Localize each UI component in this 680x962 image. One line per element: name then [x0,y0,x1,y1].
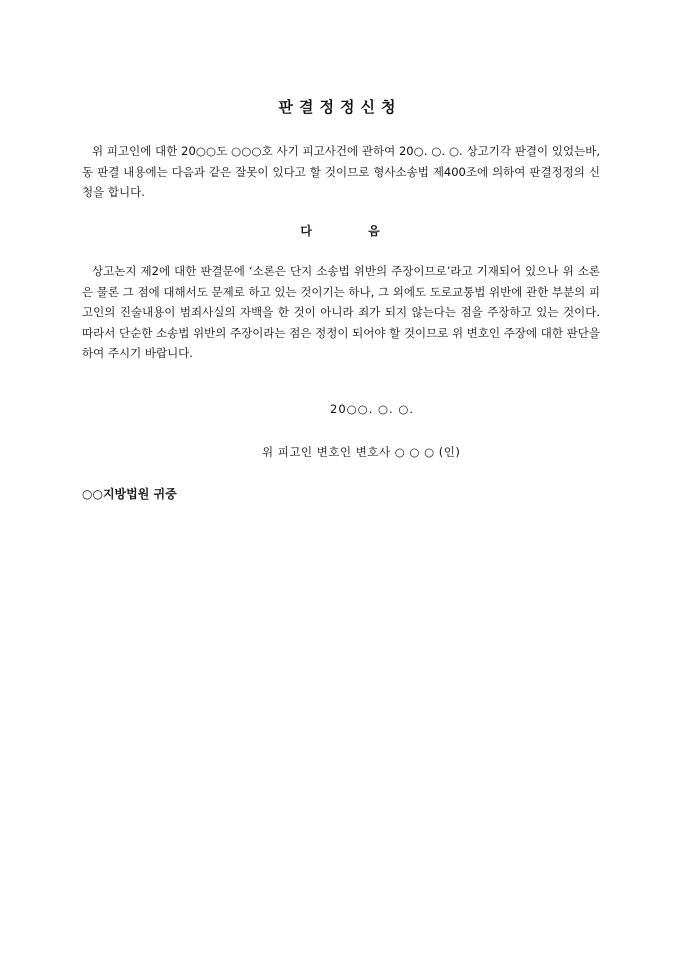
section-heading-right: 음 [368,224,380,238]
signer-line: 위 피고인 변호인 변호사 ○ ○ ○ (인) [262,445,461,459]
section-heading-left: 다 [300,224,312,238]
request-paragraph: 위 피고인에 대한 20○○도 ○○○호 사기 피고사건에 관하여 20○. ○. ○. 상고기각 판결이 있었는바, 동 판결 내용에는 다음과 같은 잘못이 있다고 할 것이므로 형사소송법 제400조에 의하여 판결정정의 신청을 합니다. [82,144,600,199]
filing-date: 20○○. ○. ○. [330,402,415,416]
reason-paragraph: 상고논지 제2에 대한 판결문에 ‘소론은 단지 소송법 위반의 주장이므로’라고 기재되어 있으나 위 소론은 물론 그 점에 대해서도 문제로 하고 있는 것이기는 하나, 그 외에도 도로교통법 위반에 관한 부분의 피고인의 진술내용이 범죄사실의 자백을 한 것이 아니라 죄가 되지 않는다는 점을 주장하고 있는 것이다. 따라서 단순한 소송법 위반의 주장이라는 점은 정정이 되어야 할 것이므로 위 변호인 주장에 대한 판단을 하여 주시기 바랍니다. [82,264,600,360]
addressee-court: ○○지방법원 귀중 [82,487,177,501]
document-title: 판결정정신청 [278,98,402,116]
section-heading [0,222,680,239]
